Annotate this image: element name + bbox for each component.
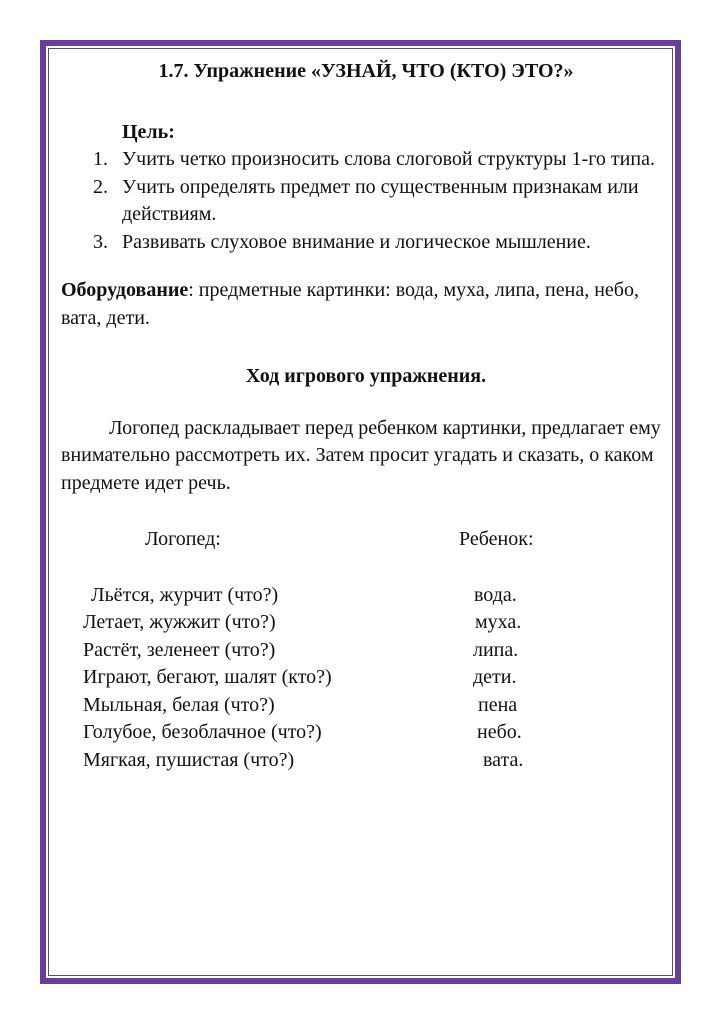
answer-row: небо. <box>477 721 522 743</box>
question-row: Играют, бегают, шалят (кто?) <box>83 666 332 688</box>
child-header: Ребенок: <box>459 528 534 550</box>
goals-list <box>61 146 671 256</box>
equipment-text: : предметные картинки: вода, муха, липа, пена, небо, вата, дети. <box>61 279 639 329</box>
answer-row: липа. <box>473 638 519 661</box>
equipment-label: Оборудование <box>61 279 189 301</box>
goal-number: 2. <box>93 175 108 198</box>
goal-number: 1. <box>93 148 108 170</box>
instruction-paragraph: Логопед раскладывает перед ребенком картинки, предлагает ему внимательно рассмотреть их. Затем просит угадать и сказать, о каком предмете идет речь. <box>61 416 661 494</box>
question-list <box>83 582 443 775</box>
question-row: Мыльная, белая (что?) <box>83 693 275 716</box>
answer-row: муха. <box>475 611 522 633</box>
question-row: Растёт, зеленеет (что?) <box>83 638 276 661</box>
goal-text: Учить четко произносить слова слоговой структуры 1-го типа. <box>122 148 655 170</box>
answer-row: вода. <box>474 583 517 606</box>
goal-item <box>61 174 671 229</box>
equipment-paragraph <box>61 277 671 332</box>
question-row: Летает, жужжит (что?) <box>83 611 276 633</box>
question-row: Мягкая, пушистая (что?) <box>83 748 295 771</box>
child-column <box>459 526 623 774</box>
goal-text: Развивать слуховое внимание и логическое мышление. <box>122 230 591 253</box>
goal-number: 3. <box>93 230 108 253</box>
answer-list <box>473 582 623 775</box>
goal-item <box>61 146 671 174</box>
answer-row: пена <box>478 693 518 716</box>
page-content <box>61 58 671 771</box>
goal-label: Цель: <box>122 120 175 143</box>
answer-row: вата. <box>483 748 524 771</box>
question-row: Льётся, журчит (что?) <box>91 583 279 606</box>
answer-row: дети. <box>473 666 517 688</box>
dialog-table <box>61 526 671 771</box>
therapist-header: Логопед: <box>145 528 221 550</box>
goal-item <box>61 229 671 257</box>
exercise-title: 1.7. Упражнение «УЗНАЙ, ЧТО (КТО) ЭТО?» <box>158 60 574 82</box>
goal-text: Учить определять предмет по существенным признакам или действиям. <box>122 175 639 225</box>
therapist-column <box>83 526 443 774</box>
section-title: Ход игрового упражнения. <box>245 365 487 387</box>
question-row: Голубое, безоблачное (что?) <box>83 721 322 743</box>
